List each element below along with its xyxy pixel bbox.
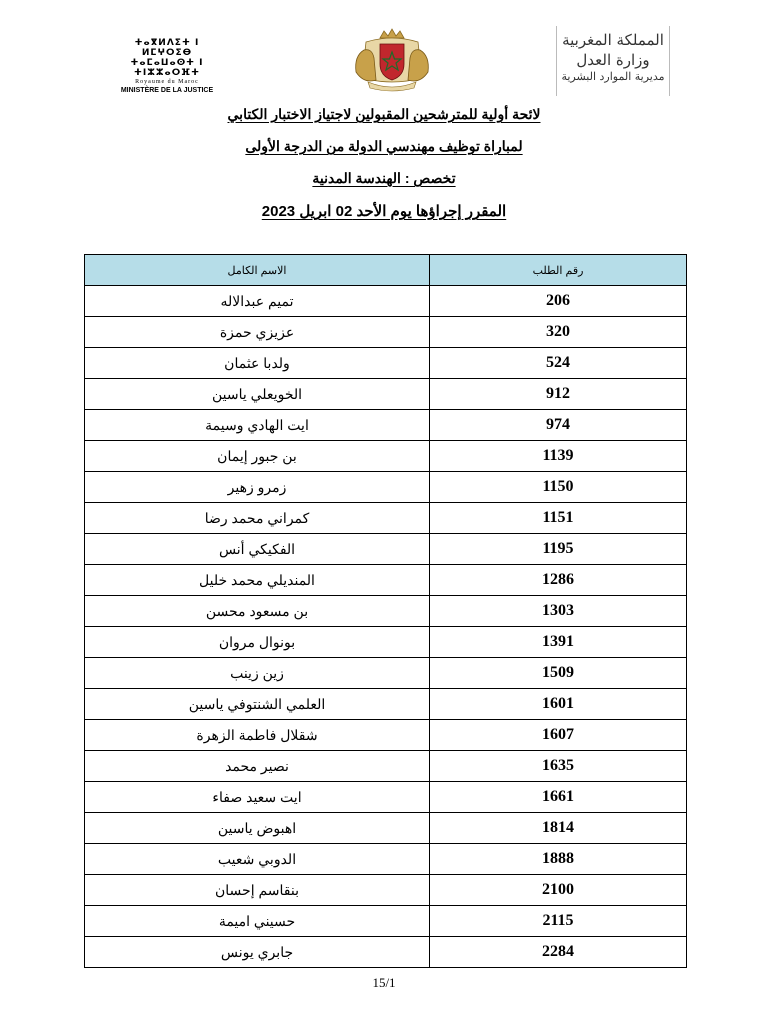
table-row (85, 906, 687, 937)
table-header-row (85, 255, 687, 286)
table-row (85, 503, 687, 534)
table-row (85, 317, 687, 348)
title-specialty: تخصص : الهندسة المدنية (312, 170, 456, 186)
table-row (85, 689, 687, 720)
request-number: 1661 (430, 782, 687, 813)
table-row (85, 534, 687, 565)
request-number: 1391 (430, 627, 687, 658)
tifinagh-kingdom: ⵜⴰⴳⵍⴷⵉⵜ ⵏ ⵍⵎⵖⵔⵉⴱ (134, 38, 200, 58)
candidate-name: عزيزي حمزة (85, 317, 430, 348)
ministry-logo-latin (112, 38, 222, 95)
request-number: 2284 (430, 937, 687, 968)
kingdom-arabic: المملكة المغربية (562, 31, 664, 49)
request-number: 1814 (430, 813, 687, 844)
request-number: 2100 (430, 875, 687, 906)
table-row (85, 348, 687, 379)
candidate-name: العلمي الشنتوفي ياسين (85, 689, 430, 720)
header-request-number: رقم الطلب (430, 255, 687, 286)
candidate-name: الفكيكي أنس (85, 534, 430, 565)
table-row (85, 720, 687, 751)
ministry-arabic: وزارة العدل (576, 51, 650, 69)
candidate-name: بنقاسم إحسان (85, 875, 430, 906)
document-header (0, 22, 768, 104)
title-date: المقرر إجراؤها يوم الأحد 02 ابريل 2023 (261, 203, 507, 220)
directorate-arabic: مديرية الموارد البشرية (561, 70, 665, 83)
candidate-name: نصير محمد (85, 751, 430, 782)
table-row (85, 813, 687, 844)
candidate-name: بن مسعود محسن (85, 596, 430, 627)
candidate-name: كمراني محمد رضا (85, 503, 430, 534)
table-row (85, 596, 687, 627)
candidate-name: شقلال فاطمة الزهرة (85, 720, 430, 751)
request-number: 974 (430, 410, 687, 441)
candidate-name: الخويعلي ياسين (85, 379, 430, 410)
page-number: 15/1 (372, 975, 396, 990)
table-row (85, 565, 687, 596)
request-number: 1151 (430, 503, 687, 534)
request-number: 1195 (430, 534, 687, 565)
request-number: 1888 (430, 844, 687, 875)
candidates-table (84, 254, 687, 968)
title-list: لائحة أولية للمترشحين المقبولين لاجتياز الاختبار الكتابي (227, 106, 541, 122)
ministere-text: MINISTÈRE DE LA JUSTICE (120, 87, 214, 94)
request-number: 1303 (430, 596, 687, 627)
table-row (85, 782, 687, 813)
table-row (85, 844, 687, 875)
request-number: 1607 (430, 720, 687, 751)
table-row (85, 937, 687, 968)
request-number: 320 (430, 317, 687, 348)
request-number: 1286 (430, 565, 687, 596)
request-number: 524 (430, 348, 687, 379)
table-row (85, 286, 687, 317)
title-competition: لمباراة توظيف مهندسي الدولة من الدرجة الأولى (245, 138, 523, 154)
request-number: 2115 (430, 906, 687, 937)
table-row (85, 875, 687, 906)
candidate-name: تميم عبدالاله (85, 286, 430, 317)
candidate-name: زين زينب (85, 658, 430, 689)
candidate-name: المنديلي محمد خليل (85, 565, 430, 596)
candidate-name: الدوبي شعيب (85, 844, 430, 875)
candidate-name: حسيني اميمة (85, 906, 430, 937)
header-full-name: الاسم الكامل (85, 255, 430, 286)
table-row (85, 472, 687, 503)
request-number: 1150 (430, 472, 687, 503)
candidate-name: بن جبور إيمان (85, 441, 430, 472)
candidate-name: اهبوض ياسين (85, 813, 430, 844)
candidate-name: ولدبا عثمان (85, 348, 430, 379)
table-row (85, 627, 687, 658)
royaume-text: Royaume du Maroc (135, 79, 199, 85)
request-number: 912 (430, 379, 687, 410)
request-number: 206 (430, 286, 687, 317)
tifinagh-ministry: ⵜⴰⵎⴰⵡⴰⵙⵜ ⵏ ⵜⵏⵣⵣⴰⵔⴼⵜ (130, 58, 204, 78)
table-row (85, 658, 687, 689)
table-row (85, 441, 687, 472)
request-number: 1601 (430, 689, 687, 720)
request-number: 1139 (430, 441, 687, 472)
table-row (85, 751, 687, 782)
table-row (85, 410, 687, 441)
candidate-name: جابري يونس (85, 937, 430, 968)
ministry-logo-arabic (556, 26, 670, 96)
request-number: 1509 (430, 658, 687, 689)
candidate-name: زمرو زهير (85, 472, 430, 503)
candidate-name: ايت الهادي وسيمة (85, 410, 430, 441)
table-row (85, 379, 687, 410)
candidate-name: بونوال مروان (85, 627, 430, 658)
royal-coat-of-arms-icon (350, 28, 434, 92)
candidate-name: ايت سعيد صفاء (85, 782, 430, 813)
request-number: 1635 (430, 751, 687, 782)
